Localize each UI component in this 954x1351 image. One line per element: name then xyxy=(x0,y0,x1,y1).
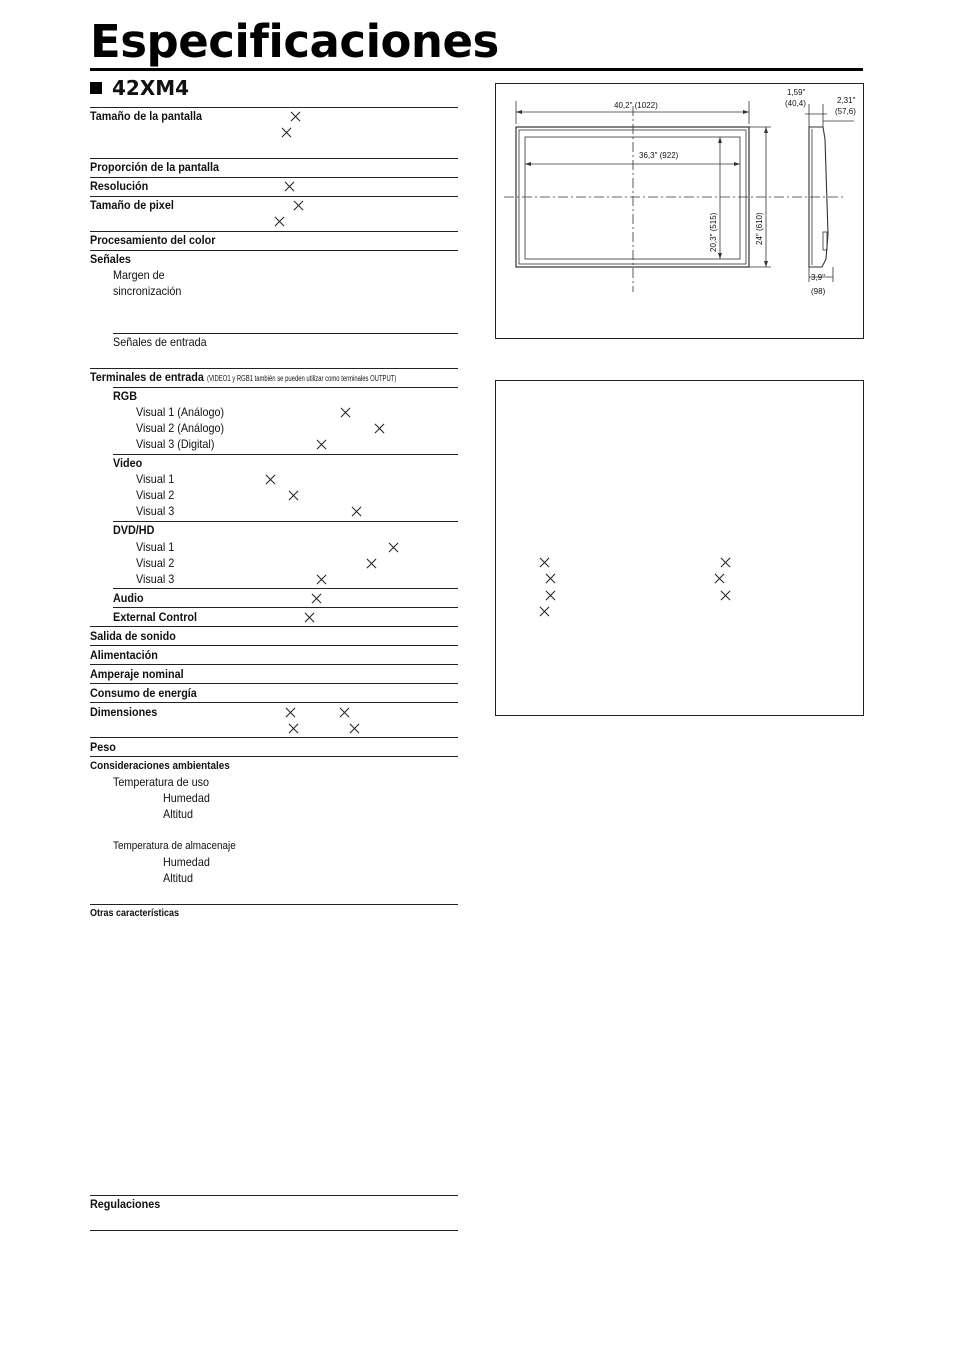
spec-label-environment: Consideraciones ambientales xyxy=(90,760,230,772)
spec-divider xyxy=(90,626,458,627)
notes-box xyxy=(495,380,864,716)
multiply-icon xyxy=(304,612,315,623)
spec-label-other-features: Otras características xyxy=(90,908,180,919)
spec-divider xyxy=(113,521,458,522)
spec-label-resolution: Resolución xyxy=(90,179,149,193)
spec-label-power-supply: Alimentación xyxy=(90,648,158,662)
model-name: 42XM4 xyxy=(112,76,190,100)
spec-divider xyxy=(90,737,458,738)
dvd-item: Visual 3 xyxy=(136,572,175,586)
spec-label-input-signals: Señales de entrada xyxy=(113,335,207,349)
dvd-item: Visual 2 xyxy=(136,556,175,570)
spec-divider xyxy=(113,588,458,589)
multiply-icon xyxy=(281,127,292,138)
spec-divider xyxy=(113,387,458,388)
rgb-item: Visual 2 (Análogo) xyxy=(136,421,225,435)
spec-label-storage-humidity: Humedad xyxy=(163,855,210,869)
spec-label-rgb: RGB xyxy=(113,389,138,403)
total-depth-label: 3,9" xyxy=(811,273,825,282)
video-item: Visual 3 xyxy=(136,504,175,518)
multiply-icon xyxy=(265,474,276,485)
spec-divider xyxy=(90,250,458,251)
spec-divider xyxy=(90,756,458,757)
input-terminals-note: (VIDEO1 y RGB1 también se pueden utilizar como terminales OUTPUT) xyxy=(206,374,397,383)
multiply-icon xyxy=(311,593,322,604)
multiply-icon xyxy=(388,542,399,553)
multiply-icon xyxy=(539,557,550,568)
video-item: Visual 1 xyxy=(136,472,175,486)
screen-width-label: 36,3" (922) xyxy=(639,151,679,160)
multiply-icon xyxy=(340,407,351,418)
spec-label-dimensions: Dimensiones xyxy=(90,705,158,719)
multiply-icon xyxy=(720,590,731,601)
spec-label-operating-temp: Temperatura de uso xyxy=(113,775,210,789)
multiply-icon xyxy=(316,439,327,450)
dvd-item: Visual 1 xyxy=(136,540,175,554)
spec-divider xyxy=(90,702,458,703)
spec-divider xyxy=(113,607,458,608)
overall-height-label: 24" (610) xyxy=(755,212,764,245)
spec-label-pixel-size: Tamaño de pixel xyxy=(90,198,174,212)
spec-label-input-terminals xyxy=(90,369,438,387)
dimension-diagram xyxy=(495,83,864,339)
spec-label-signals: Señales xyxy=(90,252,131,266)
multiply-icon xyxy=(539,606,550,617)
video-item: Visual 2 xyxy=(136,488,175,502)
title-divider xyxy=(90,68,863,71)
dimension-drawing xyxy=(496,84,863,338)
spec-divider xyxy=(90,683,458,684)
spec-label-sync-range: Margen de xyxy=(113,268,165,282)
screen-height-label: 20,3" (515) xyxy=(709,212,718,252)
spec-label-weight: Peso xyxy=(90,740,116,754)
cabinet-depth-label: 2,31" xyxy=(837,96,856,105)
rgb-item: Visual 3 (Digital) xyxy=(136,437,215,451)
spec-label-audio: Audio xyxy=(113,591,144,605)
spec-label-screen-size: Tamaño de la pantalla xyxy=(90,109,203,123)
spec-label-storage-altitude: Altitud xyxy=(163,871,194,885)
spec-label-color-processing: Procesamiento del color xyxy=(90,233,216,247)
multiply-icon xyxy=(293,200,304,211)
spec-divider xyxy=(90,904,458,905)
page-title: Especificaciones xyxy=(90,15,499,68)
multiply-icon xyxy=(374,423,385,434)
spec-label-external-control: External Control xyxy=(113,610,198,624)
multiply-icon xyxy=(545,573,556,584)
multiply-icon xyxy=(284,181,295,192)
spec-label-altitude: Altitud xyxy=(163,807,194,821)
multiply-icon xyxy=(720,557,731,568)
spec-divider xyxy=(90,664,458,665)
spec-label-video: Video xyxy=(113,456,143,470)
multiply-icon xyxy=(351,506,362,517)
spec-label-humidity: Humedad xyxy=(163,791,210,805)
multiply-icon xyxy=(274,216,285,227)
spec-divider xyxy=(113,454,458,455)
spec-label-aspect-ratio: Proporción de la pantalla xyxy=(90,160,220,174)
multiply-icon xyxy=(285,707,296,718)
cabinet-depth-label-mm: (57,6) xyxy=(835,107,856,116)
spec-label-regulations: Regulaciones xyxy=(90,1197,161,1211)
multiply-icon xyxy=(545,590,556,601)
overall-width-label: 40,2" (1022) xyxy=(614,101,658,110)
bezel-depth-label-mm: (40,4) xyxy=(785,99,806,108)
multiply-icon xyxy=(288,490,299,501)
spec-label-sound-output: Salida de sonido xyxy=(90,629,176,643)
model-heading xyxy=(90,76,189,100)
input-terminals-label: Terminales de entrada xyxy=(90,370,204,384)
spec-label-dvd-hd: DVD/HD xyxy=(113,523,155,537)
spec-label-sync-range-2: sincronización xyxy=(113,284,182,298)
multiply-icon xyxy=(288,723,299,734)
spec-label-rated-current: Amperaje nominal xyxy=(90,667,184,681)
spec-label-power-consumption: Consumo de energía xyxy=(90,686,197,700)
multiply-icon xyxy=(349,723,360,734)
multiply-icon xyxy=(290,111,301,122)
spec-label-storage-temp: Temperatura de almacenaje xyxy=(113,840,236,852)
bezel-depth-label: 1,59" xyxy=(787,88,806,97)
spec-divider xyxy=(90,1230,458,1231)
square-bullet-icon xyxy=(90,82,102,94)
total-depth-label-mm: (98) xyxy=(811,287,826,296)
multiply-icon xyxy=(366,558,377,569)
spec-divider xyxy=(90,645,458,646)
rgb-item: Visual 1 (Análogo) xyxy=(136,405,225,419)
multiply-icon xyxy=(316,574,327,585)
multiply-icon xyxy=(714,573,725,584)
multiply-icon xyxy=(339,707,350,718)
